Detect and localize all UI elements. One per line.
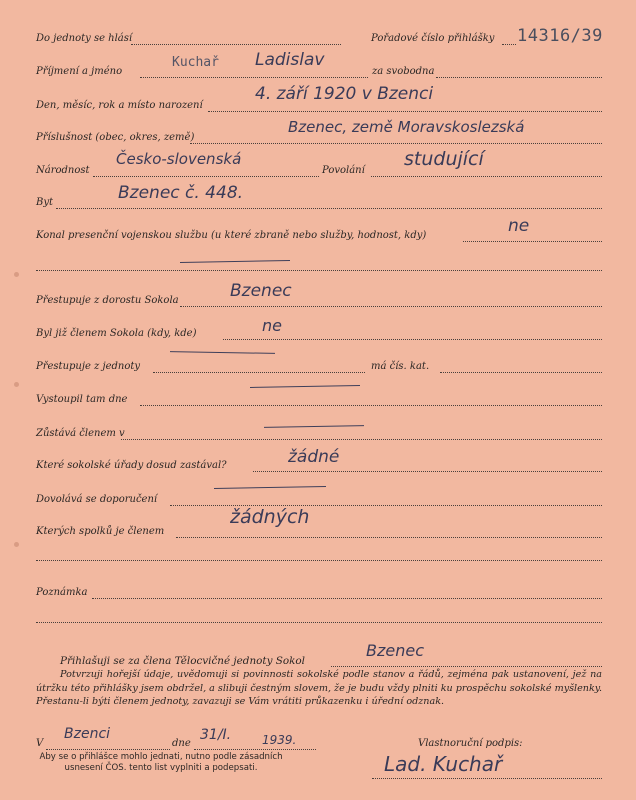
prislusnost-value: Bzenec, země Moravskoslezská (288, 118, 525, 136)
prijmeni-label: Příjmení a jméno (36, 66, 123, 77)
byt-line[interactable] (56, 208, 602, 209)
strike-mark (170, 351, 275, 354)
doporuceni-label: Dovolává se doporučení (36, 494, 158, 505)
zustava-label: Zůstává členem v (36, 428, 125, 439)
dne-label: dne (172, 738, 191, 749)
spolky-value: žádných (230, 506, 310, 528)
clenem-line[interactable] (223, 339, 602, 340)
jmeno-value: Ladislav (255, 50, 325, 70)
strike-mark (214, 486, 326, 489)
urady-value: žádné (288, 447, 340, 467)
povolani-value: studující (404, 148, 484, 170)
podpis-value: Lad. Kuchař (384, 752, 503, 776)
vojsko-value: ne (508, 216, 530, 236)
vystoupil-line[interactable] (140, 405, 602, 406)
misto-value: Bzenci (64, 726, 111, 742)
narozeni-label: Den, měsíc, rok a místo narození (36, 100, 203, 111)
povolani-label: Povolání (322, 165, 365, 176)
narodnost-label: Národnost (36, 165, 90, 176)
rok-value: 1939. (262, 733, 297, 747)
strike-mark (180, 260, 290, 263)
zustava-line[interactable] (121, 439, 602, 440)
svobodna-label: za svobodna (372, 66, 435, 77)
cislo-value: 14316/39 (517, 26, 603, 46)
vojsko-line-2[interactable] (36, 270, 602, 271)
cis-kat-label: má čís. kat. (371, 361, 430, 372)
povolani-line[interactable] (371, 176, 602, 177)
vojsko-line[interactable] (463, 241, 602, 242)
poznamka-label: Poznámka (36, 587, 88, 598)
byt-label: Byt (36, 197, 54, 208)
footer-note: Aby se o přihlášce mohlo jednati, nutno podle zásadních usnesení ČOS. tento list vyplniti a podepsati. (39, 752, 283, 773)
podpis-label: Vlastnoruční podpis: (418, 738, 523, 749)
cislo-label: Pořadové číslo přihlášky (371, 33, 495, 44)
jednota-value: Bzenec (366, 641, 424, 660)
vystoupil-label: Vystoupil tam dne (36, 394, 128, 405)
clenem-value: ne (262, 316, 282, 335)
prislusnost-label: Příslušnost (obec, okres, země) (36, 132, 195, 143)
prijmeni-typed: Kuchař (172, 55, 219, 70)
punch-hole (14, 542, 19, 547)
spolky-label: Kterých spolků je členem (36, 526, 165, 537)
cis-kat-line[interactable] (440, 372, 602, 373)
strike-mark (250, 385, 360, 388)
datum-value: 31/I. (200, 727, 232, 743)
dorost-value: Bzenec (230, 281, 292, 301)
dorost-label: Přestupuje z dorostu Sokola (36, 295, 179, 306)
narozeni-line[interactable] (208, 111, 602, 112)
cislo-line (502, 44, 516, 45)
v-label: V (36, 738, 44, 749)
poznamka-line-2[interactable] (36, 622, 602, 623)
svobodna-line[interactable] (436, 77, 602, 78)
strike-mark (264, 425, 364, 428)
podpis-line[interactable] (372, 778, 602, 779)
narodnost-value: Česko-slovenská (116, 150, 242, 168)
narozeni-value: 4. září 1920 v Bzenci (255, 84, 434, 104)
urady-line[interactable] (253, 471, 602, 472)
declaration-text: Potvrzuji hořejší údaje, uvědomuji si povinnosti sokolské podle stanov a řádů, zejména pak ustanovení, jež na útržku této přihlášky jsem obdržel, a slibuji čestným slovem, že je budu vždy plniti ku prospěchu sokolské myšlenky. Přestanu-li býti členem jednoty, zavazuji se Vám vrátiti průkazenku i úřední odznak. (36, 669, 602, 708)
narodnost-line[interactable] (93, 176, 319, 177)
punch-hole (14, 382, 19, 387)
misto-line[interactable] (46, 749, 170, 750)
clenem-label: Byl již členem Sokola (kdy, kde) (36, 328, 197, 339)
jednota-label: Do jednoty se hlásí (36, 33, 133, 44)
prislusnost-line[interactable] (190, 143, 602, 144)
dorost-line[interactable] (180, 306, 602, 307)
spolky-line[interactable] (176, 537, 602, 538)
poznamka-line[interactable] (92, 598, 602, 599)
punch-hole (14, 272, 19, 277)
jednota-line[interactable] (131, 44, 341, 45)
spolky-line-2[interactable] (36, 560, 602, 561)
byt-value: Bzenec č. 448. (118, 183, 244, 203)
z-jednoty-line[interactable] (153, 372, 365, 373)
prihlasuji-label: Přihlašuji se za člena Tělocvičné jednoty Sokol (60, 655, 305, 667)
prijmeni-line[interactable] (140, 77, 368, 78)
urady-label: Které sokolské úřady dosud zastával? (36, 460, 227, 471)
datum-line[interactable] (194, 749, 316, 750)
z-jednoty-label: Přestupuje z jednoty (36, 361, 141, 372)
vojsko-label: Konal presenční vojenskou službu (u které zbraně nebo služby, hodnost, kdy) (36, 230, 427, 241)
prihlasuji-line[interactable] (331, 666, 602, 667)
